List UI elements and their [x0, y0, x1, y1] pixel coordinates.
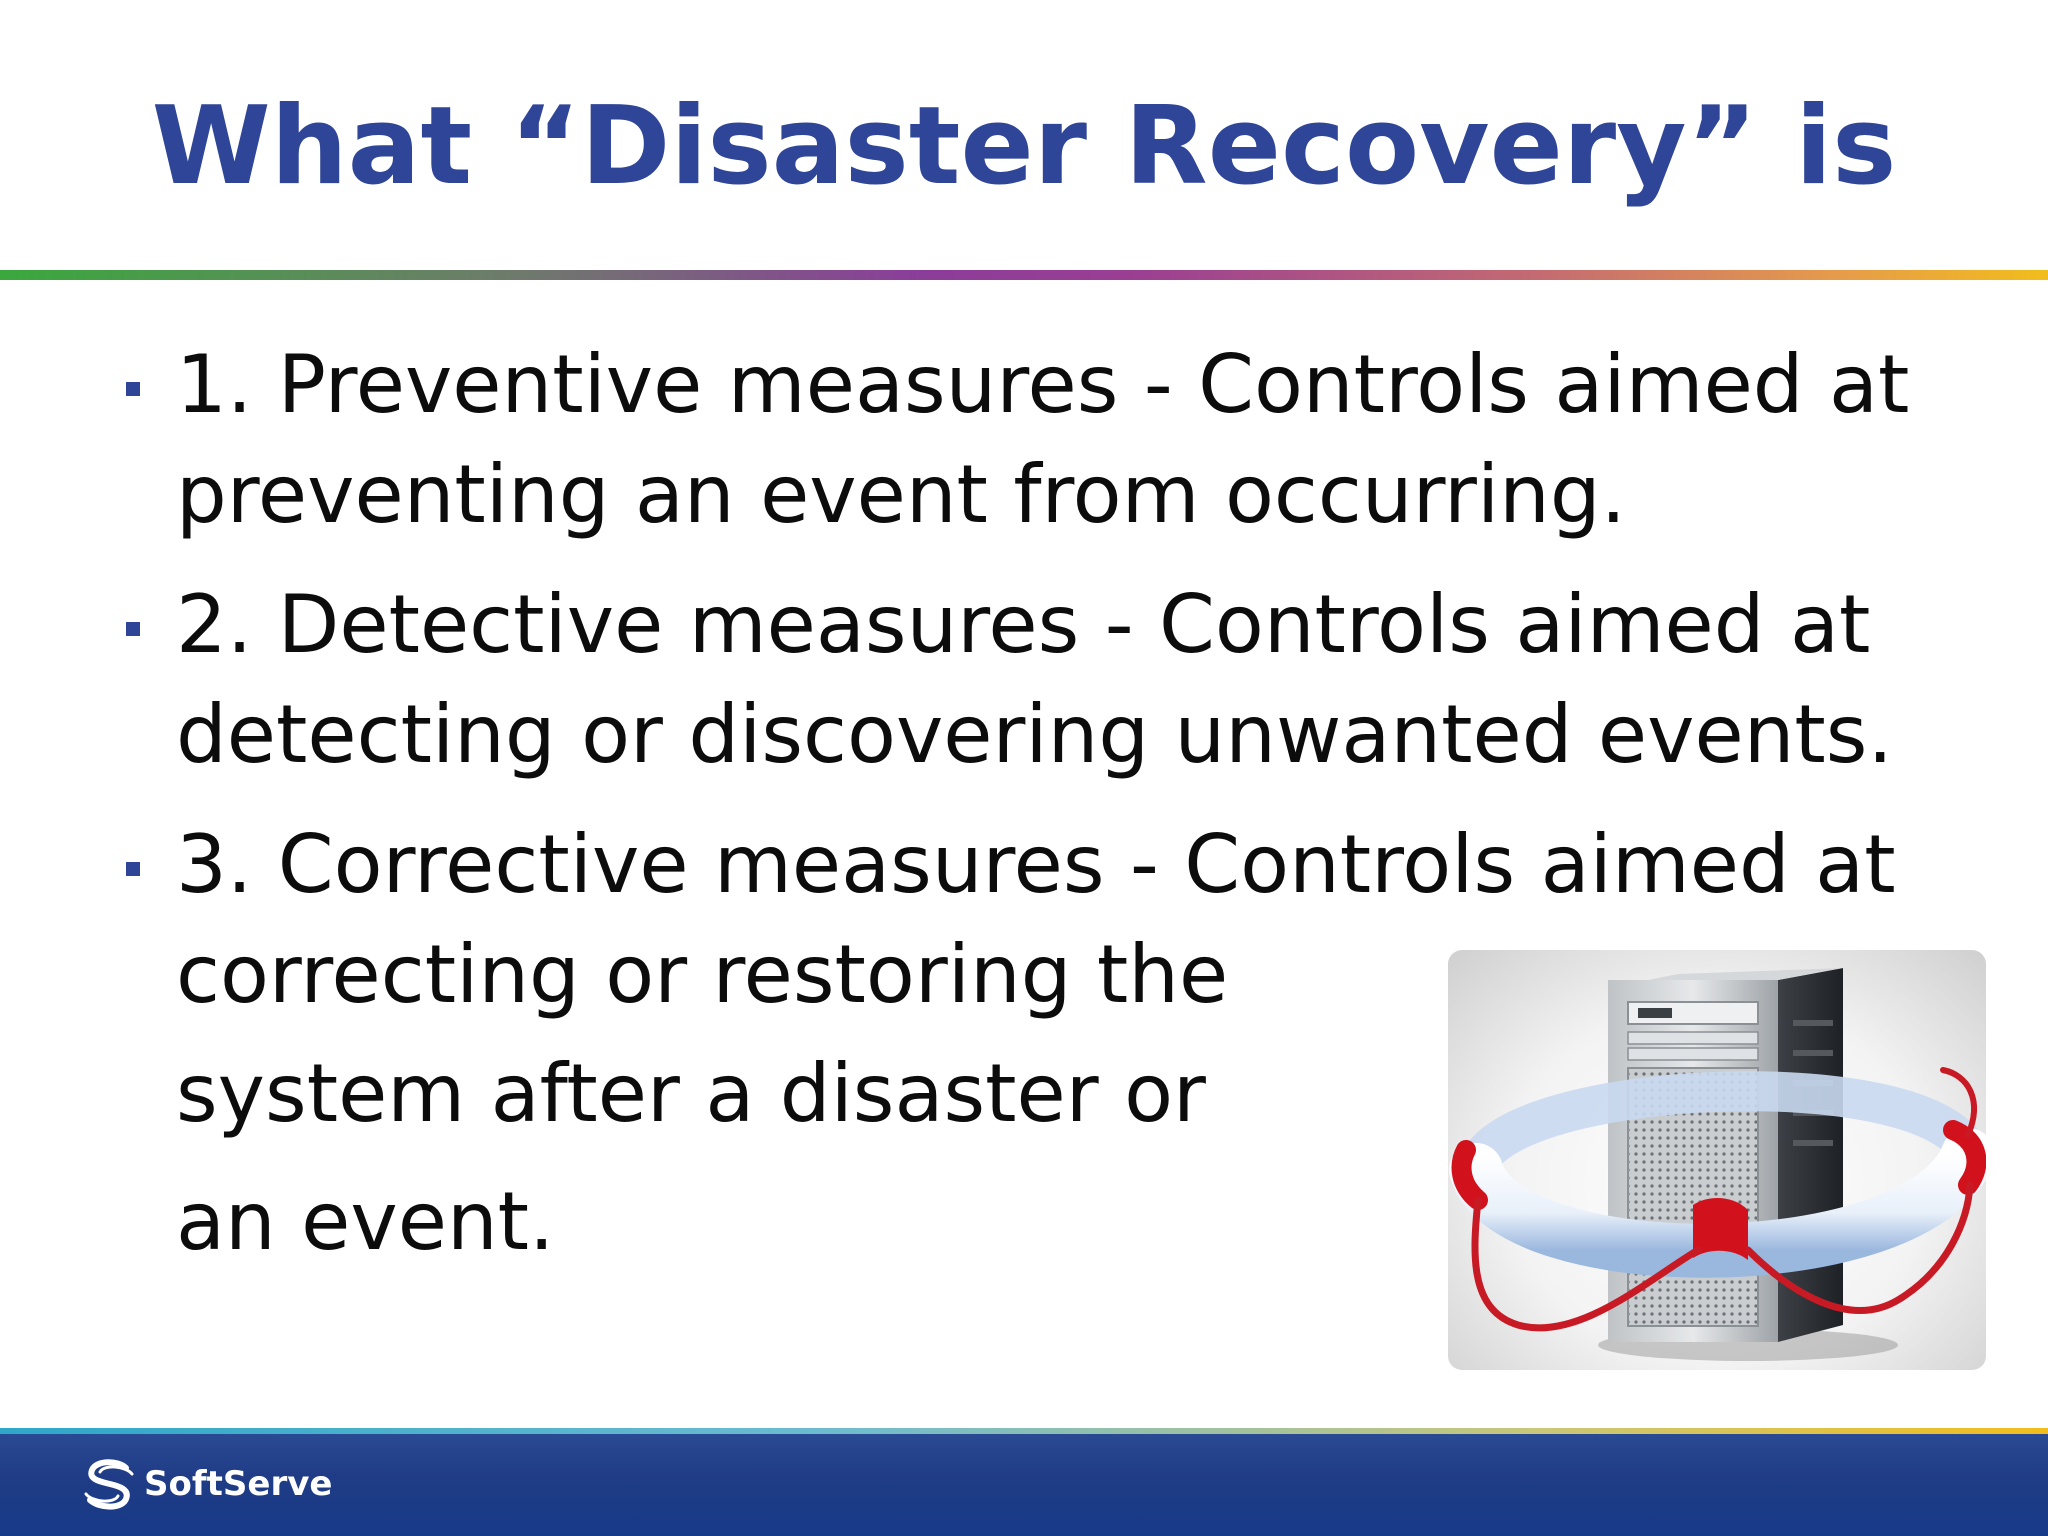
bullet-line: system after a disaster or [176, 1047, 1206, 1140]
bullet-square-icon [126, 622, 140, 636]
bullet-line: correcting or restoring the [176, 928, 1229, 1021]
footer-divider [0, 1428, 2048, 1434]
bullet-line: 2. Detective measures - Controls aimed at [176, 578, 1871, 671]
bullet-square-icon [126, 862, 140, 876]
softserve-logo-icon [82, 1456, 136, 1512]
bullet-item-detective [120, 570, 1980, 790]
softserve-logo [82, 1456, 332, 1512]
server-lifebuoy-icon [1448, 950, 1986, 1370]
bullet-line: 3. Corrective measures - Controls aimed at [176, 818, 1896, 911]
bullet-line: an event. [176, 1175, 555, 1268]
bullet-item-preventive [120, 330, 1980, 550]
bullet-line: preventing an event from occurring. [176, 448, 1627, 541]
bullet-line: 1. Preventive measures - Controls aimed at [176, 338, 1910, 431]
bullet-square-icon [126, 382, 140, 396]
bullet-line: detecting or discovering unwanted events. [176, 688, 1893, 781]
logo-text: SoftServe [144, 1464, 333, 1504]
title-divider [0, 270, 2048, 280]
slide-title: What “Disaster Recovery” is [151, 84, 1897, 209]
